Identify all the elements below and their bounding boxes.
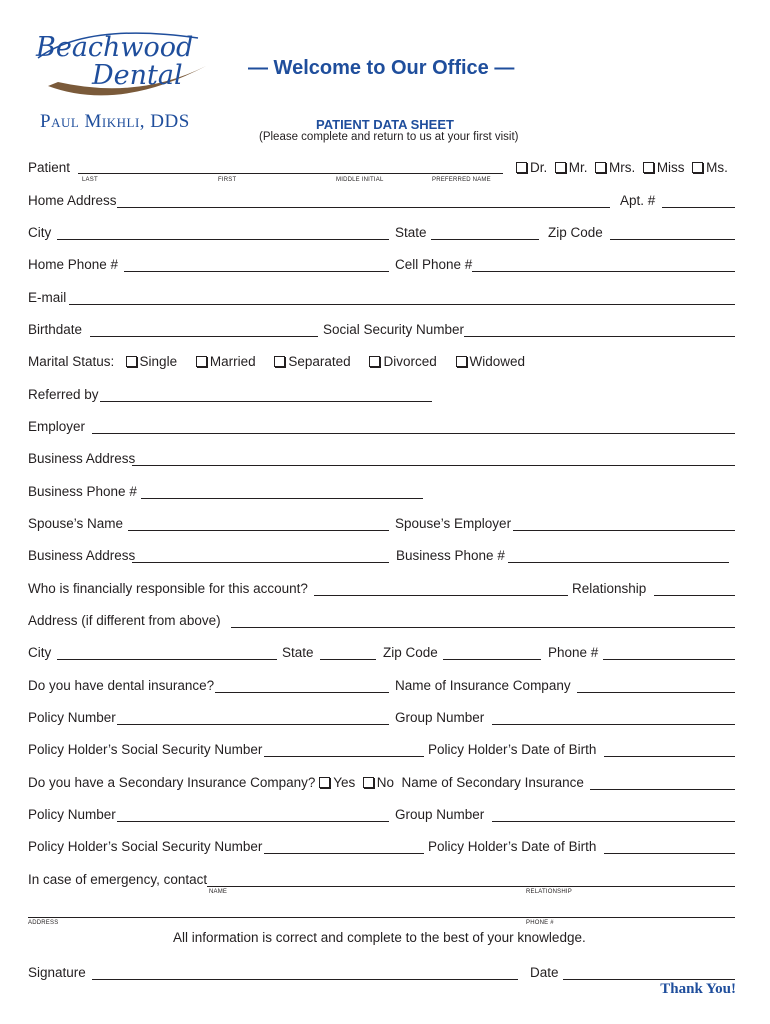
- checkbox-icon[interactable]: [126, 356, 137, 367]
- title-ms[interactable]: Ms.: [692, 160, 728, 175]
- spouse-business-phone-label: Business Phone #: [396, 548, 505, 563]
- holder-dob-field[interactable]: [604, 756, 735, 757]
- secondary-insurance-row: [28, 775, 584, 791]
- marital-widowed[interactable]: Widowed: [456, 354, 526, 369]
- zip-2-field[interactable]: [443, 659, 541, 660]
- phone-label: Phone #: [548, 645, 599, 660]
- city-field[interactable]: [57, 239, 389, 240]
- policy-number-2-label: Policy Number: [28, 807, 116, 822]
- date-label: Date: [530, 965, 559, 980]
- birthdate-label: Birthdate: [28, 322, 83, 337]
- title-mrs[interactable]: Mrs.: [595, 160, 635, 175]
- patient-label: Patient: [28, 160, 71, 175]
- date-field[interactable]: [563, 979, 735, 980]
- relationship-label: Relationship: [572, 581, 647, 596]
- thank-you: Thank You!: [660, 981, 736, 997]
- business-address-label: Business Address: [28, 451, 136, 466]
- marital-single[interactable]: Single: [126, 354, 178, 369]
- zip-label: Zip Code: [548, 225, 603, 240]
- checkbox-icon[interactable]: [643, 162, 654, 173]
- spouse-business-address-label: Business Address: [28, 548, 136, 563]
- spouse-name-label: Spouse’s Name: [28, 516, 124, 531]
- relationship-field[interactable]: [654, 595, 735, 596]
- policy-number-2-field[interactable]: [117, 821, 389, 822]
- home-phone-field[interactable]: [124, 271, 389, 272]
- employer-label: Employer: [28, 419, 86, 434]
- state-label: State: [395, 225, 427, 240]
- home-address-field[interactable]: [117, 207, 610, 208]
- patient-name-field[interactable]: [78, 173, 503, 174]
- cell-phone-field[interactable]: [472, 271, 735, 272]
- logo-text-bottom: Dental: [92, 60, 183, 91]
- instructions: (Please complete and return to us at your first visit): [259, 131, 519, 143]
- checkbox-icon[interactable]: [196, 356, 207, 367]
- holder-dob-2-field[interactable]: [604, 853, 735, 854]
- group-number-label: Group Number: [395, 710, 485, 725]
- zip-field[interactable]: [610, 239, 735, 240]
- spouse-employer-field[interactable]: [513, 530, 735, 531]
- emergency-contact-field[interactable]: [207, 886, 735, 887]
- sub-phone: PHONE #: [526, 920, 554, 926]
- logo: [28, 28, 218, 104]
- zip-2-label: Zip Code: [383, 645, 438, 660]
- sub-preferred-name: PREFERRED NAME: [432, 177, 491, 183]
- spouse-employer-label: Spouse’s Employer: [395, 516, 512, 531]
- secondary-no[interactable]: No: [363, 775, 394, 790]
- insurance-company-field[interactable]: [577, 692, 735, 693]
- email-field[interactable]: [69, 304, 735, 305]
- secondary-name-field[interactable]: [590, 789, 735, 790]
- address-different-field[interactable]: [231, 627, 735, 628]
- email-label: E-mail: [28, 290, 67, 305]
- city-2-label: City: [28, 645, 52, 660]
- checkbox-icon[interactable]: [692, 162, 703, 173]
- employer-field[interactable]: [92, 433, 735, 434]
- policy-number-field[interactable]: [117, 724, 389, 725]
- apt-label: Apt. #: [620, 193, 656, 208]
- sub-relationship: RELATIONSHIP: [526, 889, 572, 895]
- holder-ssn-2-label: Policy Holder’s Social Security Number: [28, 839, 263, 854]
- address-different-label: Address (if different from above): [28, 613, 221, 628]
- marital-separated[interactable]: Separated: [274, 354, 350, 369]
- checkbox-icon[interactable]: [319, 777, 330, 788]
- secondary-name-label: Name of Secondary Insurance: [401, 775, 584, 790]
- title-miss[interactable]: Miss: [643, 160, 685, 175]
- apt-field[interactable]: [662, 207, 735, 208]
- home-address-label: Home Address: [28, 193, 117, 208]
- business-address-field[interactable]: [132, 465, 735, 466]
- group-number-field[interactable]: [492, 724, 735, 725]
- holder-ssn-field[interactable]: [264, 756, 424, 757]
- group-number-2-field[interactable]: [492, 821, 735, 822]
- emergency-label: In case of emergency, contact: [28, 872, 208, 887]
- checkbox-icon[interactable]: [274, 356, 285, 367]
- home-phone-label: Home Phone #: [28, 257, 119, 272]
- marital-divorced[interactable]: Divorced: [369, 354, 436, 369]
- signature-label: Signature: [28, 965, 86, 980]
- state-2-field[interactable]: [320, 659, 376, 660]
- holder-ssn-label: Policy Holder’s Social Security Number: [28, 742, 263, 757]
- logo-text-top: Beachwood: [36, 32, 194, 63]
- ssn-field[interactable]: [464, 336, 735, 337]
- city-label: City: [28, 225, 52, 240]
- financially-responsible-label: Who is financially responsible for this account?: [28, 581, 308, 596]
- holder-dob-label: Policy Holder’s Date of Birth: [428, 742, 597, 757]
- title-options: [516, 160, 728, 176]
- sheet-title: PATIENT DATA SHEET: [316, 117, 454, 132]
- cell-phone-label: Cell Phone #: [395, 257, 473, 272]
- spouse-business-phone-field[interactable]: [508, 562, 729, 563]
- spouse-business-address-field[interactable]: [132, 562, 389, 563]
- policy-number-label: Policy Number: [28, 710, 116, 725]
- title-dr[interactable]: Dr.: [516, 160, 547, 175]
- referred-by-field[interactable]: [100, 401, 432, 402]
- state-2-label: State: [282, 645, 314, 660]
- birthdate-field[interactable]: [90, 336, 318, 337]
- checkbox-icon[interactable]: [555, 162, 566, 173]
- spouse-name-field[interactable]: [128, 530, 389, 531]
- dental-insurance-field[interactable]: [215, 692, 389, 693]
- secondary-question-label: Do you have a Secondary Insurance Company?: [28, 775, 316, 790]
- title-mr[interactable]: Mr.: [555, 160, 588, 175]
- emergency-address-field[interactable]: [28, 917, 735, 918]
- checkbox-icon[interactable]: [595, 162, 606, 173]
- ssn-label: Social Security Number: [323, 322, 465, 337]
- business-phone-label: Business Phone #: [28, 484, 137, 499]
- marital-married[interactable]: Married: [196, 354, 256, 369]
- sub-name: NAME: [209, 889, 228, 895]
- checkbox-icon[interactable]: [456, 356, 467, 367]
- city-2-field[interactable]: [57, 659, 277, 660]
- sub-last: LAST: [82, 177, 98, 183]
- holder-dob-2-label: Policy Holder’s Date of Birth: [428, 839, 597, 854]
- insurance-company-label: Name of Insurance Company: [395, 678, 571, 693]
- checkbox-icon[interactable]: [516, 162, 527, 173]
- checkbox-icon[interactable]: [363, 777, 374, 788]
- group-number-2-label: Group Number: [395, 807, 485, 822]
- business-phone-field[interactable]: [141, 498, 423, 499]
- referred-by-label: Referred by: [28, 387, 99, 402]
- phone-field[interactable]: [603, 659, 735, 660]
- marital-status-label: Marital Status:: [28, 354, 115, 369]
- dental-insurance-label: Do you have dental insurance?: [28, 678, 215, 693]
- sub-address: ADDRESS: [28, 920, 59, 926]
- holder-ssn-2-field[interactable]: [264, 853, 424, 854]
- state-field[interactable]: [431, 239, 539, 240]
- welcome-heading: — Welcome to Our Office —: [248, 57, 515, 79]
- financially-responsible-field[interactable]: [314, 595, 568, 596]
- doctor-name: Paul Mikhli, DDS: [40, 111, 190, 132]
- secondary-yes[interactable]: Yes: [319, 775, 355, 790]
- certification-text: All information is correct and complete to the best of your knowledge.: [173, 930, 586, 945]
- checkbox-icon[interactable]: [369, 356, 380, 367]
- sub-middle-initial: MIDDLE INITIAL: [336, 177, 384, 183]
- sub-first: FIRST: [218, 177, 237, 183]
- signature-field[interactable]: [92, 979, 518, 980]
- marital-status: [28, 354, 525, 370]
